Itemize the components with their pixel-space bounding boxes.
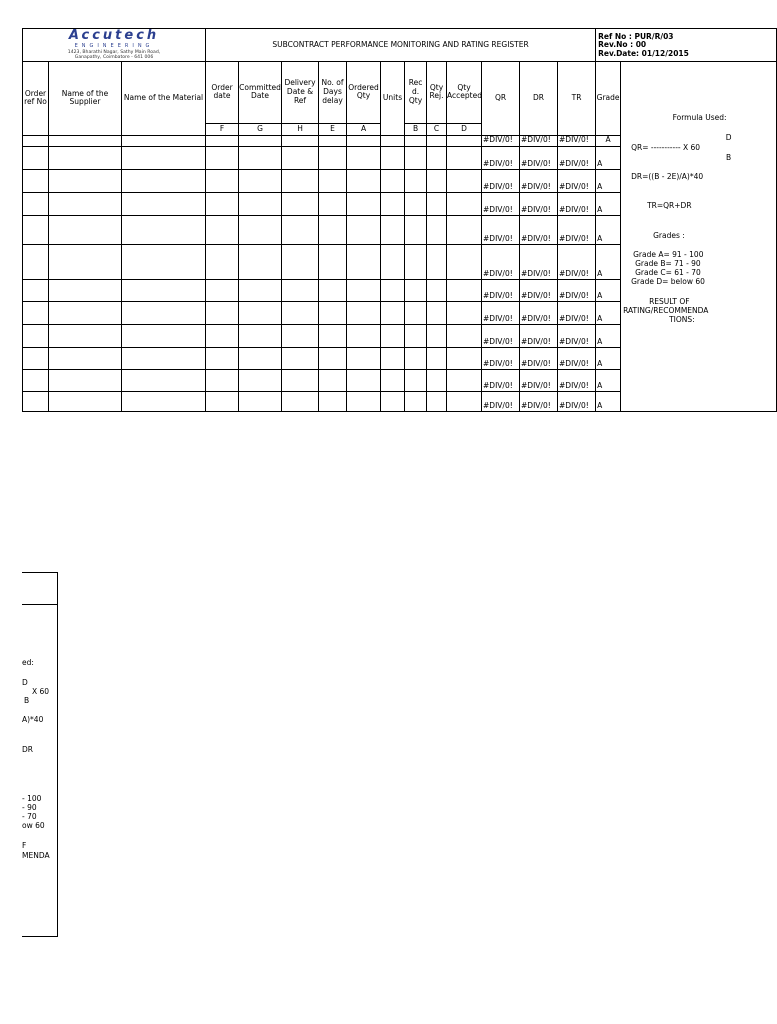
letter-c: C <box>427 123 447 135</box>
col-order-ref-label: Order ref No <box>24 88 47 107</box>
cell-grade[interactable]: A <box>596 279 621 301</box>
col-qty-rej: Qty Rej. <box>427 61 447 123</box>
cell-qty-rej[interactable] <box>427 135 447 146</box>
result-line-1: RESULT OF <box>649 296 690 306</box>
cell-qr[interactable]: #DIV/0! <box>482 347 520 369</box>
cell-qr[interactable]: #DIV/0! <box>482 244 520 279</box>
col-qr <box>482 61 520 135</box>
cell-qty-rej[interactable] <box>427 215 447 244</box>
cell-qr[interactable]: #DIV/0! <box>482 279 520 301</box>
formula-panel <box>621 61 777 411</box>
cell-supplier[interactable] <box>49 301 122 324</box>
cell-qty-rej[interactable] <box>427 347 447 369</box>
cell-order-ref[interactable] <box>23 391 49 411</box>
cell-qty-rej[interactable] <box>427 391 447 411</box>
cell-delivery-date[interactable] <box>282 347 319 369</box>
cell-delivery-date[interactable] <box>282 324 319 347</box>
cell-ordered-qty[interactable] <box>347 192 381 215</box>
cell-order-ref[interactable] <box>23 146 49 169</box>
cell-delivery-date[interactable] <box>282 369 319 391</box>
cell-grade[interactable]: A <box>596 215 621 244</box>
cell-recd-qty[interactable] <box>405 169 427 192</box>
cell-dr[interactable]: #DIV/0! <box>520 192 558 215</box>
grade-d-range: Grade D= below 60 <box>631 276 705 286</box>
fragment-text: X 60 <box>32 687 50 696</box>
cell-material[interactable] <box>122 169 206 192</box>
cell-order-ref[interactable] <box>23 215 49 244</box>
register-sheet <box>22 28 768 411</box>
cell-material[interactable] <box>122 135 206 146</box>
cell-units[interactable] <box>381 215 405 244</box>
cell-order-date[interactable] <box>206 192 239 215</box>
cell-dr[interactable]: #DIV/0! <box>520 169 558 192</box>
cell-qty-rej[interactable] <box>427 244 447 279</box>
cell-qty-accepted[interactable] <box>447 391 482 411</box>
cell-units[interactable] <box>381 279 405 301</box>
cell-qty-accepted[interactable] <box>447 347 482 369</box>
cell-dr[interactable]: #DIV/0! <box>520 244 558 279</box>
cell-committed-date[interactable] <box>239 215 282 244</box>
col-tr <box>558 61 596 135</box>
grade-a-range: Grade A= 91 - 100 <box>633 249 704 259</box>
cell-committed-date[interactable] <box>239 347 282 369</box>
cell-grade[interactable]: A <box>596 324 621 347</box>
cell-qr[interactable]: #DIV/0! <box>482 192 520 215</box>
cell-tr[interactable]: #DIV/0! <box>558 244 596 279</box>
logo-address-1: 1423, Bharathi Nagar, Sathy Main Road, <box>67 49 161 55</box>
cell-dr[interactable]: #DIV/0! <box>520 135 558 146</box>
cell-tr[interactable]: #DIV/0! <box>558 391 596 411</box>
cell-qty-accepted[interactable] <box>447 146 482 169</box>
cell-qty-rej[interactable] <box>427 146 447 169</box>
col-committed-date: Committed Date <box>239 61 282 123</box>
fragment-text: MENDA <box>22 851 50 860</box>
cell-days-delay[interactable] <box>319 324 347 347</box>
cell-recd-qty[interactable] <box>405 324 427 347</box>
cell-ordered-qty[interactable] <box>347 169 381 192</box>
cell-tr[interactable]: #DIV/0! <box>558 324 596 347</box>
cell-qr[interactable]: #DIV/0! <box>482 135 520 146</box>
cell-committed-date[interactable] <box>239 301 282 324</box>
cell-supplier[interactable] <box>49 369 122 391</box>
letter-f: F <box>206 123 239 135</box>
cell-supplier[interactable] <box>49 135 122 146</box>
cell-recd-qty[interactable] <box>405 347 427 369</box>
cell-grade[interactable]: A <box>596 301 621 324</box>
ref-no: Ref No : PUR/R/03 <box>598 32 674 42</box>
cell-units[interactable] <box>381 391 405 411</box>
cell-grade[interactable]: A <box>596 169 621 192</box>
cell-recd-qty[interactable] <box>405 279 427 301</box>
cell-order-date[interactable] <box>206 215 239 244</box>
cell-ordered-qty[interactable] <box>347 301 381 324</box>
cell-dr[interactable]: #DIV/0! <box>520 391 558 411</box>
cell-ordered-qty[interactable] <box>347 347 381 369</box>
cell-days-delay[interactable] <box>319 279 347 301</box>
formula-qr: QR= ----------- X 60 <box>631 142 701 152</box>
cell-ordered-qty[interactable] <box>347 391 381 411</box>
cell-material[interactable] <box>122 301 206 324</box>
cell-delivery-date[interactable] <box>282 244 319 279</box>
cell-ordered-qty[interactable] <box>347 135 381 146</box>
col-days-delay: No. of Days delay <box>319 61 347 123</box>
cell-delivery-date[interactable] <box>282 279 319 301</box>
fragment-text: DR <box>22 745 33 754</box>
cell-ordered-qty[interactable] <box>347 369 381 391</box>
cell-order-ref[interactable] <box>23 279 49 301</box>
formula-tr: TR=QR+DR <box>647 200 692 210</box>
cell-ordered-qty[interactable] <box>347 244 381 279</box>
cell-material[interactable] <box>122 244 206 279</box>
cell-material[interactable] <box>122 391 206 411</box>
cell-dr[interactable]: #DIV/0! <box>520 324 558 347</box>
cell-delivery-date[interactable] <box>282 146 319 169</box>
cell-supplier[interactable] <box>49 169 122 192</box>
letter-b: B <box>405 123 427 135</box>
cell-grade[interactable]: A <box>596 244 621 279</box>
cell-qty-accepted[interactable] <box>447 369 482 391</box>
cell-qr[interactable]: #DIV/0! <box>482 391 520 411</box>
grade-b-range: Grade B= 71 - 90 <box>635 258 701 268</box>
fragment-text: ow 60 <box>22 821 45 830</box>
cell-days-delay[interactable] <box>319 135 347 146</box>
fragment-text: F <box>22 841 27 850</box>
fragment-header <box>22 573 57 605</box>
grades-label: Grades : <box>653 230 685 240</box>
cell-delivery-date[interactable] <box>282 215 319 244</box>
formula-qr-numerator: D <box>725 132 732 142</box>
cell-qty-rej[interactable] <box>427 324 447 347</box>
cell-order-date[interactable] <box>206 347 239 369</box>
cell-recd-qty[interactable] <box>405 135 427 146</box>
cell-units[interactable] <box>381 324 405 347</box>
cell-order-ref[interactable] <box>23 169 49 192</box>
cell-recd-qty[interactable] <box>405 146 427 169</box>
fragment-text: D <box>22 678 28 687</box>
cell-days-delay[interactable] <box>319 192 347 215</box>
formula-qr-denominator: B <box>726 152 732 162</box>
cell-qr[interactable]: #DIV/0! <box>482 215 520 244</box>
cell-delivery-date[interactable] <box>282 301 319 324</box>
cell-committed-date[interactable] <box>239 169 282 192</box>
cell-order-date[interactable] <box>206 169 239 192</box>
cell-recd-qty[interactable] <box>405 369 427 391</box>
col-units-label: Units <box>382 92 403 102</box>
cell-order-date[interactable] <box>206 369 239 391</box>
cell-tr[interactable]: #DIV/0! <box>558 135 596 146</box>
cell-supplier[interactable] <box>49 192 122 215</box>
cell-material[interactable] <box>122 192 206 215</box>
cell-qty-rej[interactable] <box>427 279 447 301</box>
cell-dr[interactable]: #DIV/0! <box>520 215 558 244</box>
cell-dr[interactable]: #DIV/0! <box>520 301 558 324</box>
cell-qty-accepted[interactable] <box>447 169 482 192</box>
cell-order-date[interactable] <box>206 324 239 347</box>
cell-qty-accepted[interactable] <box>447 301 482 324</box>
cell-supplier[interactable] <box>49 324 122 347</box>
cell-days-delay[interactable] <box>319 347 347 369</box>
cell-material[interactable] <box>122 324 206 347</box>
cell-units[interactable] <box>381 301 405 324</box>
cell-units[interactable] <box>381 244 405 279</box>
fragment-text: A)*40 <box>22 715 44 724</box>
result-line-3: TIONS: <box>669 314 695 324</box>
result-line-2: RATING/RECOMMENDA <box>623 305 709 315</box>
fragment-text: B <box>24 696 30 705</box>
cell-delivery-date[interactable] <box>282 169 319 192</box>
document-title: SUBCONTRACT PERFORMANCE MONITORING AND RATING REGISTER <box>206 29 596 62</box>
cell-committed-date[interactable] <box>239 244 282 279</box>
cell-recd-qty[interactable] <box>405 391 427 411</box>
cell-order-ref[interactable] <box>23 369 49 391</box>
col-order-date: Order date <box>206 61 239 123</box>
cell-supplier[interactable] <box>49 146 122 169</box>
col-delivery-date: Delivery Date & Ref <box>282 61 319 123</box>
cell-order-ref[interactable] <box>23 301 49 324</box>
cell-supplier[interactable] <box>49 391 122 411</box>
cell-grade[interactable]: A <box>596 347 621 369</box>
cell-dr[interactable]: #DIV/0! <box>520 146 558 169</box>
cell-days-delay[interactable] <box>319 301 347 324</box>
cell-supplier[interactable] <box>49 244 122 279</box>
cell-dr[interactable]: #DIV/0! <box>520 369 558 391</box>
letter-h: H <box>282 123 319 135</box>
cell-committed-date[interactable] <box>239 391 282 411</box>
cell-days-delay[interactable] <box>319 215 347 244</box>
cell-qty-accepted[interactable] <box>447 279 482 301</box>
cell-material[interactable] <box>122 146 206 169</box>
cell-ordered-qty[interactable] <box>347 215 381 244</box>
cell-delivery-date[interactable] <box>282 135 319 146</box>
cell-committed-date[interactable] <box>239 192 282 215</box>
cell-units[interactable] <box>381 347 405 369</box>
fragment-text: - 90 <box>22 803 37 812</box>
cell-days-delay[interactable] <box>319 146 347 169</box>
fragment-text: - 100 <box>22 794 42 803</box>
cell-dr[interactable]: #DIV/0! <box>520 279 558 301</box>
cell-qty-rej[interactable] <box>427 301 447 324</box>
formula-heading: Formula Used: <box>672 112 727 122</box>
cell-qty-rej[interactable] <box>427 369 447 391</box>
cell-order-ref[interactable] <box>23 244 49 279</box>
cell-units[interactable] <box>381 192 405 215</box>
cell-tr[interactable]: #DIV/0! <box>558 301 596 324</box>
cell-qty-accepted[interactable] <box>447 215 482 244</box>
cell-material[interactable] <box>122 279 206 301</box>
second-page-fragment <box>22 572 58 937</box>
cell-qr[interactable]: #DIV/0! <box>482 169 520 192</box>
cell-qty-accepted[interactable] <box>447 324 482 347</box>
cell-material[interactable] <box>122 347 206 369</box>
col-qty-accepted: Qty Accepted <box>447 61 482 123</box>
cell-order-date[interactable] <box>206 135 239 146</box>
col-supplier <box>49 61 122 135</box>
cell-days-delay[interactable] <box>319 244 347 279</box>
cell-order-ref[interactable] <box>23 347 49 369</box>
cell-order-ref[interactable] <box>23 324 49 347</box>
cell-units[interactable] <box>381 135 405 146</box>
col-tr-label: TR <box>571 92 582 102</box>
col-material-label: Name of the Material <box>123 92 204 102</box>
col-recd-qty: Rec d. Qty <box>405 61 427 123</box>
cell-days-delay[interactable] <box>319 369 347 391</box>
cell-units[interactable] <box>381 169 405 192</box>
col-material <box>122 61 206 135</box>
cell-order-date[interactable] <box>206 391 239 411</box>
logo-address-2: Ganapathy, Coimbatore - 641 006 <box>74 55 154 61</box>
cell-units[interactable] <box>381 369 405 391</box>
cell-tr[interactable]: #DIV/0! <box>558 369 596 391</box>
col-order-ref <box>23 61 49 135</box>
cell-tr[interactable]: #DIV/0! <box>558 215 596 244</box>
cell-supplier[interactable] <box>49 215 122 244</box>
cell-grade[interactable]: A <box>596 391 621 411</box>
cell-order-date[interactable] <box>206 301 239 324</box>
fragment-text: - 70 <box>22 812 37 821</box>
cell-ordered-qty[interactable] <box>347 146 381 169</box>
cell-days-delay[interactable] <box>319 391 347 411</box>
cell-dr[interactable]: #DIV/0! <box>520 347 558 369</box>
cell-material[interactable] <box>122 369 206 391</box>
cell-order-date[interactable] <box>206 146 239 169</box>
cell-supplier[interactable] <box>49 347 122 369</box>
cell-grade[interactable]: A <box>596 146 621 169</box>
cell-order-date[interactable] <box>206 279 239 301</box>
cell-recd-qty[interactable] <box>405 301 427 324</box>
cell-supplier[interactable] <box>49 279 122 301</box>
letter-e: E <box>319 123 347 135</box>
cell-committed-date[interactable] <box>239 369 282 391</box>
cell-ordered-qty[interactable] <box>347 279 381 301</box>
cell-units[interactable] <box>381 146 405 169</box>
ref-box <box>596 29 777 62</box>
logo-sub: ENGINEERING <box>74 42 154 49</box>
cell-tr[interactable]: #DIV/0! <box>558 347 596 369</box>
cell-qr[interactable]: #DIV/0! <box>482 324 520 347</box>
cell-qr[interactable]: #DIV/0! <box>482 301 520 324</box>
cell-order-ref[interactable] <box>23 135 49 146</box>
cell-qty-accepted[interactable] <box>447 244 482 279</box>
cell-committed-date[interactable] <box>239 135 282 146</box>
cell-qty-rej[interactable] <box>427 169 447 192</box>
cell-grade[interactable]: A <box>596 192 621 215</box>
letter-a: A <box>347 123 381 135</box>
col-units <box>381 61 405 135</box>
cell-qty-rej[interactable] <box>427 192 447 215</box>
cell-days-delay[interactable] <box>319 169 347 192</box>
cell-qty-accepted[interactable] <box>447 192 482 215</box>
cell-recd-qty[interactable] <box>405 192 427 215</box>
col-grade-label: Grade <box>596 92 620 102</box>
fragment-text: ed: <box>22 658 34 667</box>
register-table <box>22 28 777 412</box>
logo-name: Accutech <box>68 28 160 43</box>
cell-order-ref[interactable] <box>23 192 49 215</box>
header-row <box>23 61 777 123</box>
cell-grade[interactable]: A <box>596 135 621 146</box>
col-dr <box>520 61 558 135</box>
cell-tr[interactable]: #DIV/0! <box>558 146 596 169</box>
cell-recd-qty[interactable] <box>405 244 427 279</box>
col-dr-label: DR <box>533 92 545 102</box>
cell-grade[interactable]: A <box>596 369 621 391</box>
rev-no: Rev.No : 00 <box>598 40 647 50</box>
cell-delivery-date[interactable] <box>282 192 319 215</box>
cell-recd-qty[interactable] <box>405 215 427 244</box>
cell-qr[interactable]: #DIV/0! <box>482 369 520 391</box>
cell-material[interactable] <box>122 215 206 244</box>
cell-tr[interactable]: #DIV/0! <box>558 192 596 215</box>
cell-delivery-date[interactable] <box>282 391 319 411</box>
rev-date: Rev.Date: 01/12/2015 <box>598 48 689 58</box>
cell-committed-date[interactable] <box>239 146 282 169</box>
col-ordered-qty: Ordered Qty <box>347 61 381 123</box>
formula-dr: DR=((B - 2E)/A)*40 <box>631 171 704 181</box>
cell-ordered-qty[interactable] <box>347 324 381 347</box>
col-qr-label: QR <box>494 92 507 102</box>
letter-g: G <box>239 123 282 135</box>
cell-qr[interactable]: #DIV/0! <box>482 146 520 169</box>
cell-tr[interactable]: #DIV/0! <box>558 279 596 301</box>
company-logo <box>23 29 206 62</box>
cell-tr[interactable]: #DIV/0! <box>558 169 596 192</box>
col-supplier-label: Name of the Supplier <box>61 88 109 107</box>
cell-order-date[interactable] <box>206 244 239 279</box>
letter-d: D <box>447 123 482 135</box>
cell-committed-date[interactable] <box>239 279 282 301</box>
grade-c-range: Grade C= 61 - 70 <box>635 267 701 277</box>
cell-committed-date[interactable] <box>239 324 282 347</box>
col-grade <box>596 61 621 135</box>
cell-qty-accepted[interactable] <box>447 135 482 146</box>
